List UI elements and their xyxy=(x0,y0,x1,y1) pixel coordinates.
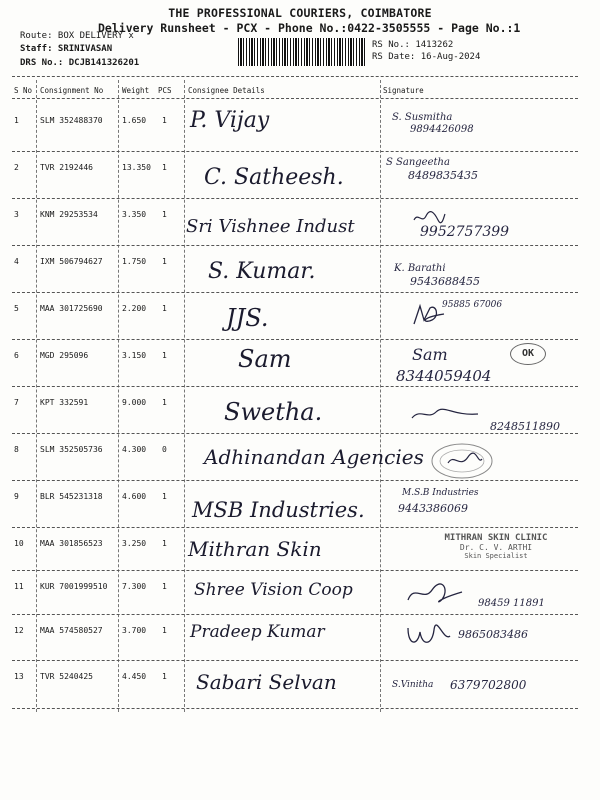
row-consignment: MAA 301856523 xyxy=(40,539,103,548)
signature: S. Susmitha xyxy=(392,112,453,123)
table-row xyxy=(12,660,578,706)
row-weight: 1.750 xyxy=(122,257,147,266)
consignee-handwriting: C. Satheesh. xyxy=(204,165,344,190)
row-consignment: KPT 332591 xyxy=(40,398,89,407)
row-consignment: KUR 7001999510 xyxy=(40,582,108,591)
table-row xyxy=(12,480,578,526)
row-consignment: MAA 574580527 xyxy=(40,626,103,635)
ok-stamp: OK xyxy=(510,343,546,365)
row-weight: 13.350 xyxy=(122,163,151,172)
row-consignment: KNM 29253534 xyxy=(40,210,98,219)
table-row xyxy=(12,386,578,432)
signature: K. Barathi xyxy=(394,263,446,274)
runsheet-subtitle: Delivery Runsheet - PCX - Phone No.:0422-3505555 - Page No.:1 xyxy=(98,21,521,35)
consignee-handwriting: Sam xyxy=(238,345,292,373)
row-pcs: 1 xyxy=(162,351,167,360)
consignee-handwriting: Sabari Selvan xyxy=(196,670,337,694)
row-pcs: 1 xyxy=(162,398,167,407)
row-sno: 13 xyxy=(14,672,24,681)
row-pcs: 1 xyxy=(162,539,167,548)
row-weight: 4.600 xyxy=(122,492,147,501)
row-divider xyxy=(12,708,578,709)
row-sno: 10 xyxy=(14,539,24,548)
signature-scribble xyxy=(404,622,452,648)
row-sno: 2 xyxy=(14,163,19,172)
col-signature: Signature xyxy=(383,86,424,95)
row-pcs: 1 xyxy=(162,626,167,635)
row-sno: 4 xyxy=(14,257,19,266)
row-pcs: 1 xyxy=(162,210,167,219)
consignee-handwriting: Sri Vishnee Indust xyxy=(186,216,355,237)
seal-stamp xyxy=(426,439,506,479)
col-weight: Weight xyxy=(122,86,150,95)
table-row xyxy=(12,614,578,660)
row-pcs: 1 xyxy=(162,163,167,172)
consignee-handwriting: Adhinandan Agencies xyxy=(204,445,424,469)
phone-handwriting: 9543688455 xyxy=(410,275,480,288)
table-row xyxy=(12,245,578,291)
row-sno: 5 xyxy=(14,304,19,313)
table-row xyxy=(12,151,578,197)
route-label: Route: BOX DELIVERY x xyxy=(20,31,134,41)
row-pcs: 1 xyxy=(162,304,167,313)
row-sno: 8 xyxy=(14,445,19,454)
rs-date: RS Date: 16-Aug-2024 xyxy=(372,52,481,62)
row-weight: 3.250 xyxy=(122,539,147,548)
consignee-handwriting: MSB Industries. xyxy=(192,498,365,522)
barcode xyxy=(238,38,366,66)
staff-label: Staff: SRINIVASAN xyxy=(20,44,113,54)
row-weight: 4.300 xyxy=(122,445,147,454)
phone-handwriting: 98459 11891 xyxy=(478,598,545,609)
consignee-handwriting: S. Kumar. xyxy=(208,259,316,284)
table-row xyxy=(12,292,578,338)
clinic-line: Skin Specialist xyxy=(464,552,528,560)
row-consignment: IXM 506794627 xyxy=(40,257,103,266)
signature-scribble xyxy=(412,210,446,224)
signature-scribble xyxy=(410,406,480,422)
phone-handwriting: 6379702800 xyxy=(450,678,527,692)
phone-handwriting: 9865083486 xyxy=(458,628,528,641)
row-pcs: 1 xyxy=(162,492,167,501)
consignee-handwriting: P. Vijay xyxy=(190,108,270,133)
row-weight: 4.450 xyxy=(122,672,147,681)
table-row xyxy=(12,104,578,150)
divider xyxy=(12,76,578,77)
row-weight: 9.000 xyxy=(122,398,147,407)
drs-number: DRS No.: DCJB141326201 xyxy=(20,58,140,68)
row-weight: 3.150 xyxy=(122,351,147,360)
table-row xyxy=(12,570,578,616)
row-pcs: 1 xyxy=(162,672,167,681)
table-row xyxy=(12,339,578,385)
row-weight: 7.300 xyxy=(122,582,147,591)
phone-handwriting: 8489835435 xyxy=(408,169,478,182)
row-weight: 2.200 xyxy=(122,304,147,313)
col-consignment: Consignment No xyxy=(40,86,104,95)
rs-number: RS No.: 1413262 xyxy=(372,40,454,50)
phone-handwriting: 9443386069 xyxy=(398,502,468,515)
row-weight: 3.700 xyxy=(122,626,147,635)
row-pcs: 1 xyxy=(162,582,167,591)
signature: M.S.B Industries xyxy=(402,488,479,498)
row-sno: 6 xyxy=(14,351,19,360)
signature: S Sangeetha xyxy=(386,157,450,168)
row-sno: 7 xyxy=(14,398,19,407)
consignee-handwriting: Mithran Skin xyxy=(188,537,322,561)
row-weight: 1.650 xyxy=(122,116,147,125)
consignee-handwriting: Pradeep Kumar xyxy=(190,622,325,642)
phone-handwriting: 9894426098 xyxy=(410,124,474,135)
phone-handwriting: 8248511890 xyxy=(490,420,560,433)
signature: Sam xyxy=(412,345,448,364)
row-sno: 12 xyxy=(14,626,24,635)
row-consignment: TVR 2192446 xyxy=(40,163,93,172)
row-sno: 11 xyxy=(14,582,24,591)
row-sno: 3 xyxy=(14,210,19,219)
table-row xyxy=(12,527,578,573)
col-consignee: Consignee Details xyxy=(188,86,265,95)
row-weight: 3.350 xyxy=(122,210,147,219)
col-pcs: PCS xyxy=(158,86,172,95)
row-consignment: SLM 352488370 xyxy=(40,116,103,125)
phone-handwriting: 8344059404 xyxy=(396,367,492,385)
consignee-handwriting: Shree Vision Coop xyxy=(194,580,353,600)
consignee-handwriting: Swetha. xyxy=(224,398,323,426)
signature-scribble xyxy=(410,302,446,328)
phone-handwriting: 9952757399 xyxy=(420,224,510,240)
phone-handwriting: 95885 67006 xyxy=(442,300,503,310)
clinic-doctor: Dr. C. V. ARTHI xyxy=(459,543,533,552)
divider xyxy=(12,98,578,99)
row-consignment: MGD 295096 xyxy=(40,351,89,360)
col-sno: S No xyxy=(14,86,33,95)
row-consignment: SLM 352505736 xyxy=(40,445,103,454)
table-row xyxy=(12,198,578,244)
row-sno: 9 xyxy=(14,492,19,501)
consignee-handwriting: JJS. xyxy=(226,304,269,332)
row-consignment: TVR 5240425 xyxy=(40,672,93,681)
row-consignment: BLR 545231318 xyxy=(40,492,103,501)
clinic-title: MITHRAN SKIN CLINIC xyxy=(444,533,548,543)
signature-scribble xyxy=(404,580,464,606)
table-row xyxy=(12,433,578,479)
row-consignment: MAA 301725690 xyxy=(40,304,103,313)
row-pcs: 1 xyxy=(162,257,167,266)
row-pcs: 0 xyxy=(162,445,167,454)
company-title: THE PROFESSIONAL COURIERS, COIMBATORE xyxy=(168,6,432,20)
signature: S.Vinitha xyxy=(392,680,434,690)
row-sno: 1 xyxy=(14,116,19,125)
row-pcs: 1 xyxy=(162,116,167,125)
